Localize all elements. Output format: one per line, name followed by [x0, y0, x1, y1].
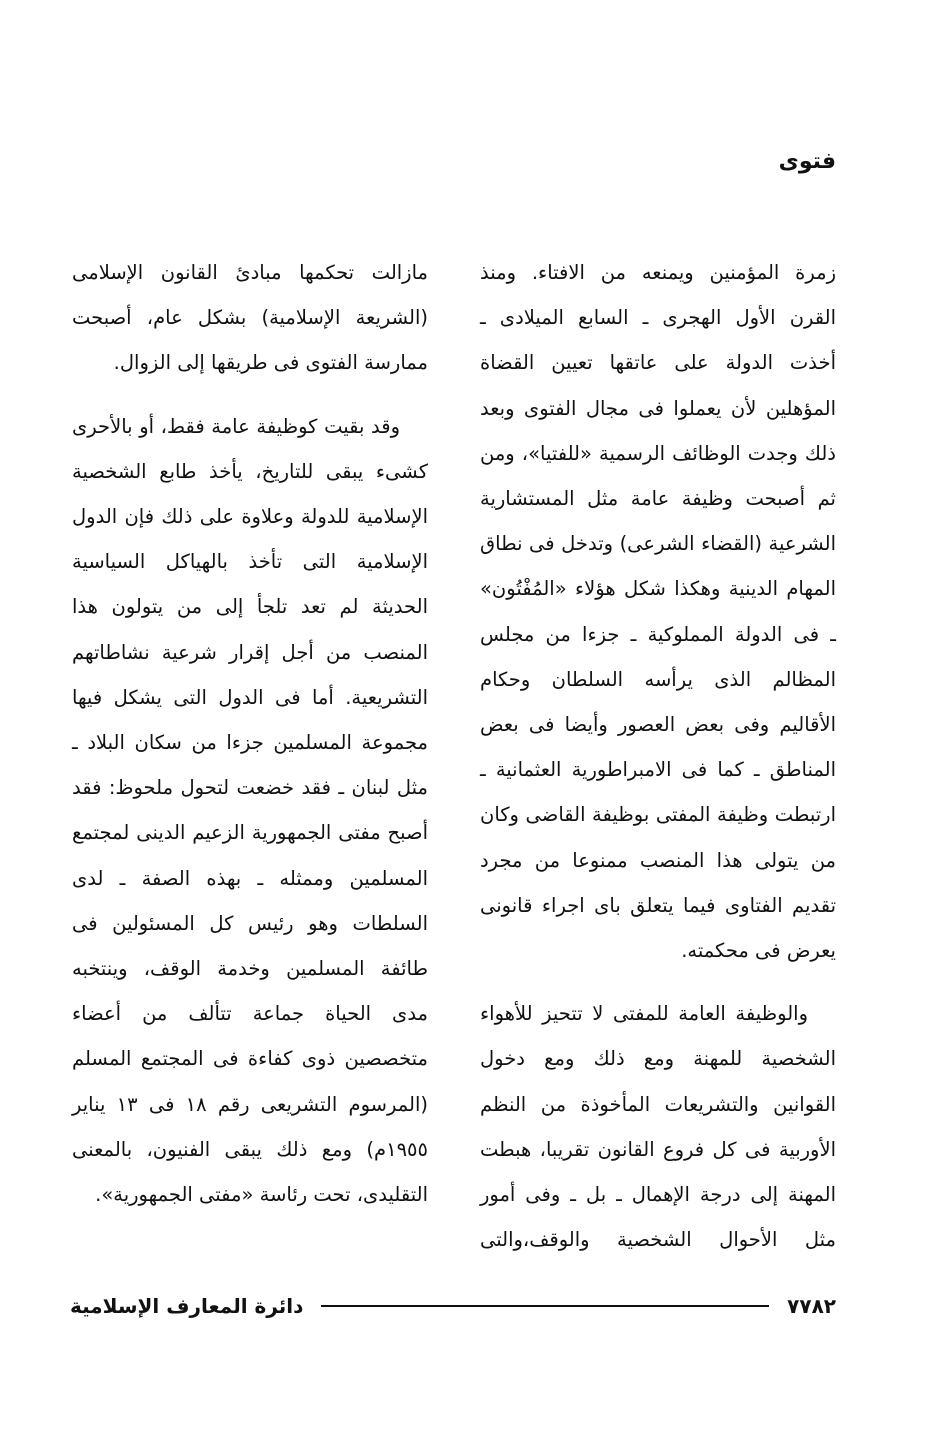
running-title: فتوى	[778, 149, 836, 174]
right-text-column	[480, 250, 836, 1280]
publication-title: دائرة المعارف الإسلامية	[70, 1294, 304, 1318]
page-footer	[70, 1286, 836, 1326]
paragraph: والوظيفة العامة للمفتى لا تتحيز للأهواء الشخصية للمهنة ومع ذلك ومع دخول القوانين والتشريعات المأخوذة من النظم الأوربية فى كل فروع القانون تقريبا، هبطت المهنة إلى درجة الإهمال ـ بل ـ وفى أمور مثل الأحوال الشخصية والوقف،والتى	[480, 1002, 836, 1252]
page-number: ٧٧٨٢	[787, 1294, 836, 1318]
left-text-column	[72, 250, 428, 1235]
paragraph: وقد بقيت كوظيفة عامة فقط، أو بالأحرى كشىء يبقى للتاريخ، يأخذ طابع الشخصية الإسلامية للدولة وعلاوة على ذلك فإن الدول الإسلامية التى تأخذ بالهياكل السياسية الحديثة لم تعد تلجأ إلى من يتولون هذا المنصب من أجل إقرار شرعية نشاطاتهم التشريعية. أما فى الدول التى يشكل فيها مجموعة المسلمين جزءا من سكان البلاد ـ مثل لبنان ـ فقد خضعت لتحول ملحوظ: فقد أصبح مفتى الجمهورية الزعيم الدينى لمجتمع المسلمين وممثله ـ بهذه الصفة ـ لدى السلطات وهو رئيس كل المسئولين فى طائفة المسلمين وخدمة الوقف، وينتخبه مدى الحياة جماعة تتألف من أعضاء متخصصين ذوى كفاءة فى المجتمع المسلم (المرسوم التشريعى رقم ١٨ فى ١٣ يناير ١٩٥٥م) ومع ذلك يبقى الفنيون، بالمعنى التقليدى، تحت رئاسة «مفتى الجمهورية».	[72, 414, 428, 1207]
paragraph: زمرة المؤمنين ويمنعه من الافتاء. ومنذ القرن الأول الهجرى ـ السابع الميلادى ـ أخذت الدولة على عاتقها تعيين القضاة المؤهلين لأن يعملوا فى مجال الفتوى وبعد ذلك وجدت الوظائف الرسمية «للفتيا»، ومن ثم أصبحت وظيفة عامة مثل المستشارية الشرعية (القضاء الشرعى) وتدخل فى نطاق المهام الدينية وهكذا شكل هؤلاء «المُفْتُون» ـ فى الدولة المملوكية ـ جزءا من مجلس المظالم الذى يرأسه السلطان وحكام الأقاليم وفى بعض العصور وأيضا فى بعض المناطق ـ كما فى الامبراطورية العثمانية ـ ارتبطت وظيفة المفتى بوظيفة القاضى وكان من يتولى هذا المنصب ممنوعا من مجرد تقديم الفتاوى فيما يتعلق باى اجراء قانونى يعرض فى محكمته.	[480, 261, 836, 963]
paragraph: مازالت تحكمها مبادئ القانون الإسلامى (الشريعة الإسلامية) بشكل عام، أصبحت ممارسة الفتوى فى طريقها إلى الزوال.	[72, 261, 428, 375]
footer-rule	[321, 1305, 769, 1307]
